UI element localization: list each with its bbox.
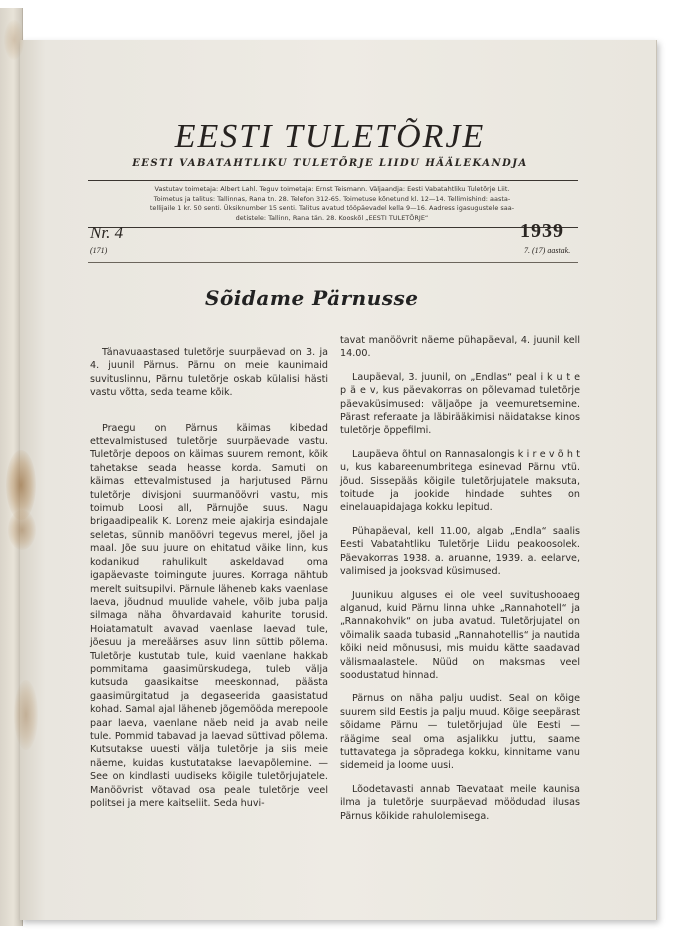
article-paragraph: Lõodetavasti annab Taevataat meile kaunisa ilma ja tuletõrje suurpäevad möödudad ilusas Pärnus kõikide rahulolemisega. <box>340 783 580 822</box>
issue-number: Nr. 4 <box>90 223 124 242</box>
water-stain <box>4 20 24 60</box>
water-stain <box>14 680 38 750</box>
masthead-subtitle: EESTI VABATAHTLIKU TULETÕRJE LIIDU HÄÄLEKANDJA <box>132 158 528 169</box>
info-line: tellijaile 1 kr. 50 senti. Üksiknumber 15 senti. Talitus avatud tööpäevadel kella 9—16. Aadress igasugustele saa- <box>149 204 515 212</box>
info-line: detistele: Tallinn, Rana tän. 28. Kooskõl „EESTI TULETÕRJE“ <box>235 213 429 222</box>
masthead-title: EESTI TULETÕRJE <box>174 118 486 155</box>
water-stain <box>8 510 36 550</box>
article-paragraph: Laupäeval, 3. juunil, on „Endlas“ peal i k u t e p ä e v, kus päevakorras on põlevamad tuletõrje päevaküsimused: väljaõpe ja veemuretsemine. Pärast referaate ja läbirääkimisi näidatakse kinos tuletõrje õppefilmi. <box>340 371 580 437</box>
article-paragraph: tavat manöövrit näeme pühapäeval, 4. juunil kell 14.00. <box>340 335 580 360</box>
issue-serial: (171) <box>90 246 108 255</box>
article-paragraph: Pühapäeval, kell 11.00, algab „Endla“ saalis Eesti Vabatahtliku Tuletõrje Liidu peakoosolek. Päevakorras 1938. a. aruanne, 1939. a. eelarve, valimised ja jooksvad küsimused. <box>340 525 580 578</box>
issue-year: 1939 <box>520 220 564 242</box>
volume-label: 7. (17) aastak. <box>524 246 571 255</box>
article-headline: Sõidame Pärnusse <box>205 286 419 310</box>
masthead-rule-bottom <box>88 227 578 228</box>
article-paragraph: Pärnus on näha palju uudist. Seal on kõige suurem sild Eestis ja palju muud. Kõige seepärast sõidame Pärnu — tuletõrjujad üle Eesti — räägime seal oma asjalikku juttu, saame tuttavatega ja sõpradega kokku, kinnitame vanu sidemeid ja loome uusi. <box>340 693 580 772</box>
article-column-left <box>90 346 328 810</box>
info-line: Vastutav toimetaja: Albert Lahl. Teguv toimetaja: Ernst Teismann. Väljaandja: Eesti Vabatahtliku Tuletõrje Liit. <box>154 185 510 193</box>
article-paragraph: Praegu on Pärnus käimas kibedad ettevalmistused tuletõrje suurpäevade vastu. Tuletõrje depoos on käimas suurem remont, kõik tahetakse seada heasse korda. Samuti on käimas ettevalmistused ja harjutused Pärnu tuletõrje divisjoni suurmanöövri vastu, mis toimub Loosi all, Pärnujõe suus. Nagu brigaadipealik K. Lorenz meie ajakirja esindajale seletas, sünnib manöövri tegevus merel, jõel ja maal. Jõe suu juure on ehitatud väike linn, kus kodanikud rahulikult askeldavad oma igapäevaste toimingute juures. Korraga nähtub merelt suitsupilvi. Pärnule läheneb kaks vaenlase laeva, jõudnud muulide vahele, võib juba palja silmaga näha õhvardavaid kahurite torusid. Hoiatamatult avavad vaenlase laevad tule, jõesuu ja mereäärses asuv linn süttib põlema. Tuletõrje kustutab tule, kuid vaenlane hakkab pommitama gaasimürskudega, tuleb välja kutsuda gaasikaitse meeskonnad, päästa gaasimürgitatud ja degaseerida gaasistatud kohad. Samal ajal läheneb jõgemööda merepoole paar laeva, vaenlane näeb neid ja avab neile tule. Pommid tabavad ja laevad süttivad põlema. Kutsutakse uuesti välja tuletõrje ja siis meie näeme, kuidas kustutatakse laevapõlemine. — See on kindlasti uudiseks kõigile tuletõrjujatele. Manöövrist võtavad osa peale tuletõrje veel politsei ja mere kaitseliit. Seda huvi- <box>90 422 328 809</box>
article-lead: Tänavuaastased tuletõrje suurpäevad on 3. ja 4. juunil Pärnus. Pärnu on meie kaunimaid suvituslinnu, Pärnu tuletõrje oskab külalisi hästi vastu võtta, seda teame kõik. <box>90 347 328 399</box>
masthead-rule-top <box>88 180 578 181</box>
article-paragraph: Laupäeva õhtul on Rannasalongis k i r e v õ h t u, kus kabareenumbritega esinevad Pärnu vtü. jõud. Sissepääs kõigile tuletõrjujatele maksuta, toitude ja jookide hindade suhtes on einelauapidajaga kokku lepitud. <box>340 448 580 514</box>
header-rule <box>88 262 578 263</box>
info-line: Toimetus ja talitus: Tallinnas, Rana tn. 28. Telefon 312-65. Toimetuse kõnetund kl. 12—14. Tellimishind: aasta- <box>153 194 511 203</box>
publisher-info <box>88 185 576 223</box>
article-column-right <box>340 334 580 823</box>
article-paragraph: Juunikuu alguses ei ole veel suvitushooaeg alganud, kuid Pärnu linna uhke „Rannahotell“ ja „Rannakohvik“ on juba avatud. Tuletõrjujatel on võimalik saada tubasid „Rannahotellis“ ja nautida kõiki neid mõnususi, mis muidu kätte saadavad välismaalastele. Nüüd on maksmas veel soodustatud hinnad. <box>340 589 580 681</box>
